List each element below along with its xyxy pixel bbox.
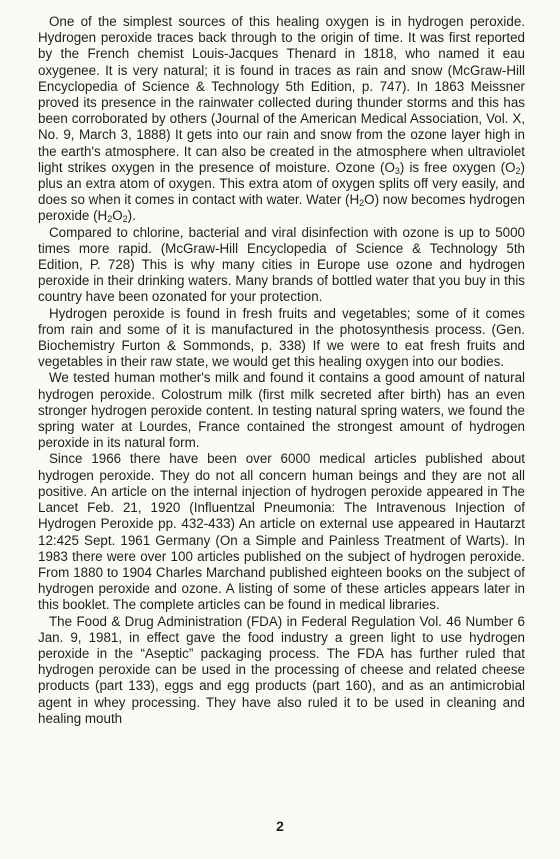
subscript: 3 [394, 165, 400, 176]
subscript: 2 [515, 165, 521, 176]
text-run: One of the simplest sources of this healing oxygen is in hydrogen peroxide. Hydrogen peroxide traces back through to the origin of time. It was first reported by the French chemist Louis-Jacques Thenard in 1818, who named it eau oxygenee. It is very natural; it is found in traces as rain and snow (McGraw-Hill Encyclopedia of Science & Technology 5th Edition, p. 747). In 1863 Meissner proved its presence in the rainwater collected during thunder storms and this has been corroborated by others (Journal of the American Medical Association, Vol. X, No. 9, March 3, 1888) It gets into our rain and snow from the ozone layer high in the earth's atmosphere. It can also be created in the atmosphere when ultraviolet light strikes oxygen in the presence of moisture. Ozone (O [38, 14, 525, 175]
paragraph [38, 225, 525, 306]
text-run: O) now becomes hydrogen peroxide (H [38, 192, 525, 224]
text-run: The Food & Drug Administration (FDA) in Federal Regulation Vol. 46 Number 6 Jan. 9, 1981, in effect gave the food industry a green light to use hydrogen peroxide in the “Aseptic” packaging process. The FDA has further ruled that hydrogen peroxide can be used in the processing of cheese and related cheese products (part 133), eggs and egg products (part 160), and as an antimicrobial agent in whey processing. They have also ruled it to be used in cleaning and healing mouth [38, 613, 525, 726]
text-run: Compared to chlorine, bacterial and viral disinfection with ozone is up to 5000 times more rapid. (McGraw-Hill Encyclopedia of Science & Technology 5th Edition, P. 728) This is why many cities in Europe use ozone and hydrogen peroxide in their drinking waters. Many brands of bottled water that you buy in this country have been ozonated for your protection. [38, 224, 525, 305]
text-run: Since 1966 there have been over 6000 medical articles published about hydrogen peroxide. They do not all concern human beings and they are not all positive. An article on the internal injection of hydrogen peroxide appeared in The Lancet Feb. 21, 1920 (Influentzal Pneumonia: The Intravenous Injection of Hydrogen Peroxide pp. 432-433) An article on external use appeared in Hautarzt 12:425 Sept. 1961 Germany (On a Simple and Painless Treatment of Warts). In 1983 there were over 100 articles published on the subject of hydrogen peroxide. From 1880 to 1904 Charles Marchand published eighteen books on the subject of hydrogen peroxide and ozone. A listing of some of these articles appears later in this booklet. The complete articles can be found in medical libraries. [38, 451, 525, 613]
paragraph [38, 614, 525, 727]
page-number: 2 [276, 818, 284, 834]
paragraph [38, 306, 525, 371]
subscript: 2 [122, 214, 128, 225]
paragraph [38, 451, 525, 613]
page-body [38, 14, 525, 814]
paragraph [38, 370, 525, 451]
text-run: O [112, 208, 123, 224]
text-run: We tested human mother's milk and found it contains a good amount of natural hydrogen peroxide. Colostrum milk (first milk secreted after birth) has an even stronger hydrogen peroxide content. In testing natural spring waters, we found the spring water at Lourdes, France contained the strongest amount of hydrogen peroxide in its natural form. [38, 370, 525, 451]
subscript: 2 [359, 198, 365, 209]
text-run: ) is free oxygen (O [399, 159, 516, 175]
paragraph [38, 14, 525, 225]
text-run: ). [127, 208, 136, 224]
subscript: 2 [107, 214, 113, 225]
text-run: ) plus an extra atom of oxygen. This extra atom of oxygen splits off very easily, and does so when it comes in contact with water. Water (H [38, 159, 525, 208]
text-run: Hydrogen peroxide is found in fresh fruits and vegetables; some of it comes from rain and some of it is manufactured in the photosynthesis process. (Gen. Biochemistry Furton & Sommonds, p. 338) If we were to eat fresh fruits and vegetables in their raw state, we would get this healing oxygen into our bodies. [38, 305, 525, 370]
